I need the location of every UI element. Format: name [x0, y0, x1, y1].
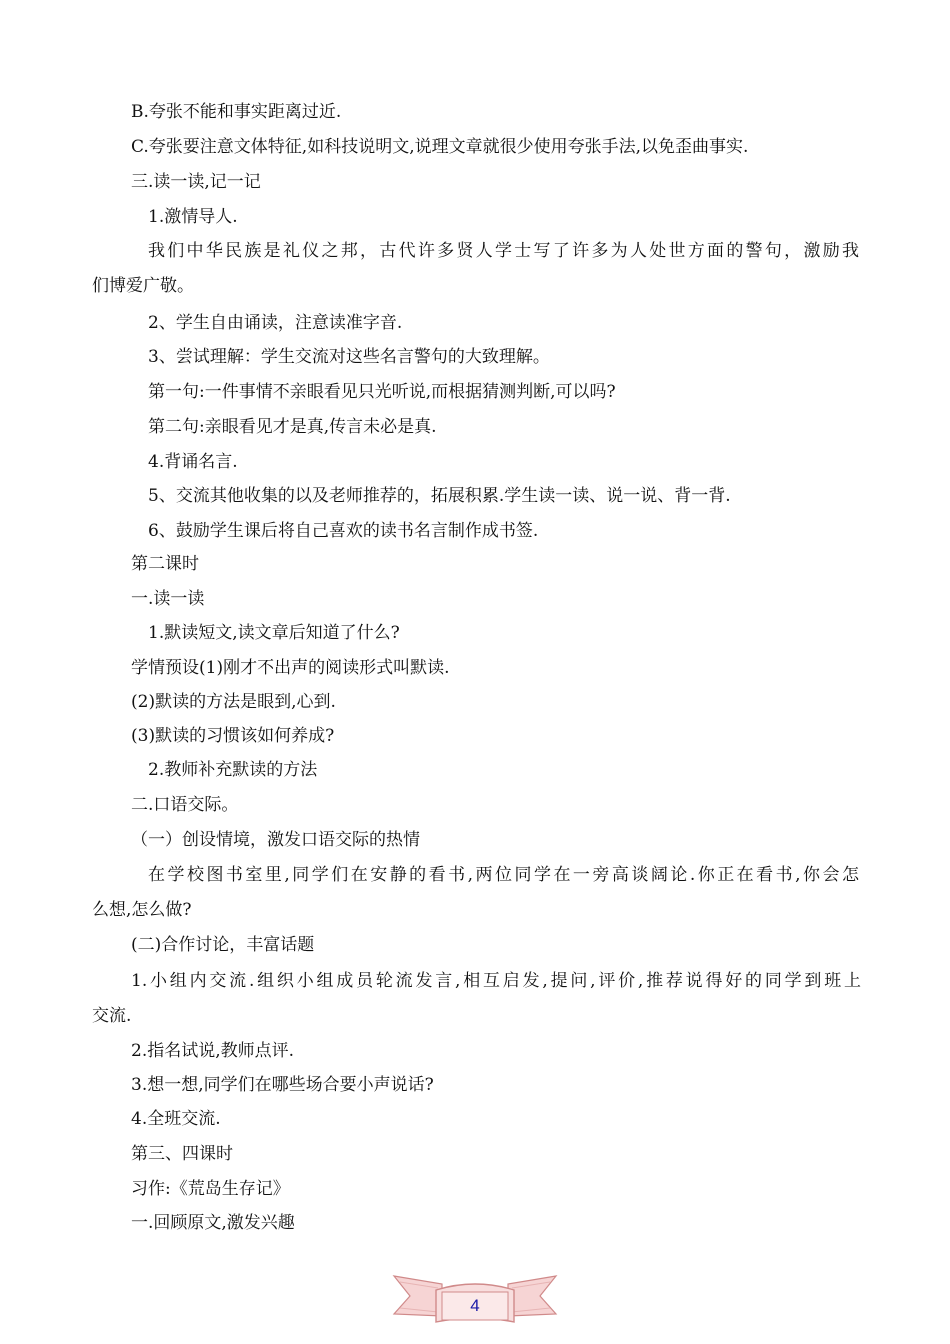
text-line: 一.回顾原文,激发兴趣	[131, 1213, 295, 1233]
text-line: 1.默读短文,读文章后知道了什么?	[148, 623, 400, 643]
text-line: （一）创设情境，激发口语交际的热情	[131, 830, 420, 850]
text-line: (2)默读的方法是眼到,心到.	[131, 692, 336, 712]
text-line: 3.想一想,同学们在哪些场合要小声说话?	[131, 1075, 434, 1095]
paragraph-line: 1.小组内交流.组织小组成员轮流发言,相互启发,提问,评价,推荐说得好的同学到班上	[131, 971, 861, 991]
page-number-badge	[392, 1270, 558, 1330]
section-heading: 第三、四课时	[131, 1144, 233, 1164]
section-heading: 三.读一读,记一记	[131, 172, 261, 192]
paragraph-line: 我们中华民族是礼仪之邦，古代许多贤人学士写了许多为人处世方面的警句，激励我	[148, 241, 859, 261]
text-line: 4.背诵名言.	[148, 452, 238, 472]
text-line: 学情预设(1)刚才不出声的阅读形式叫默读.	[131, 658, 450, 678]
paragraph-line: 交流.	[92, 1006, 132, 1026]
text-line: 2.指名试说,教师点评.	[131, 1041, 295, 1061]
section-heading: 一.读一读	[131, 589, 205, 609]
page-number: 4	[470, 1296, 480, 1315]
section-heading: 二.口语交际。	[131, 795, 239, 815]
section-heading: 第二课时	[131, 554, 199, 574]
text-line: (二)合作讨论，丰富话题	[131, 935, 315, 955]
text-line: 6、鼓励学生课后将自己喜欢的读书名言制作成书签.	[148, 521, 539, 541]
paragraph-line: 在学校图书室里,同学们在安静的看书,两位同学在一旁高谈阔论.你正在看书,你会怎	[148, 865, 859, 885]
paragraph-line: 们博爱广敬。	[92, 276, 194, 296]
text-line: 5、交流其他收集的以及老师推荐的，拓展积累.学生读一读、说一说、背一背.	[148, 486, 731, 506]
text-line: 2.教师补充默读的方法	[148, 760, 318, 780]
text-line: 1.激情导人.	[148, 207, 238, 227]
text-line: 习作:《荒岛生存记》	[131, 1179, 290, 1199]
text-line: C.夸张要注意文体特征,如科技说明文,说理文章就很少使用夸张手法,以免歪曲事实.	[131, 137, 749, 157]
text-line: (3)默读的习惯该如何养成?	[131, 726, 335, 746]
text-line: 4.全班交流.	[131, 1109, 221, 1129]
text-line: B.夸张不能和事实距离过近.	[131, 102, 342, 122]
paragraph-line: 么想,怎么做?	[92, 900, 192, 920]
text-line: 第二句:亲眼看见才是真,传言未必是真.	[148, 417, 437, 437]
text-line: 第一句:一件事情不亲眼看见只光听说,而根据猜测判断,可以吗?	[148, 382, 616, 402]
text-line: 2、学生自由诵读，注意读准字音.	[148, 313, 403, 333]
text-line: 3、尝试理解：学生交流对这些名言警句的大致理解。	[148, 347, 550, 367]
